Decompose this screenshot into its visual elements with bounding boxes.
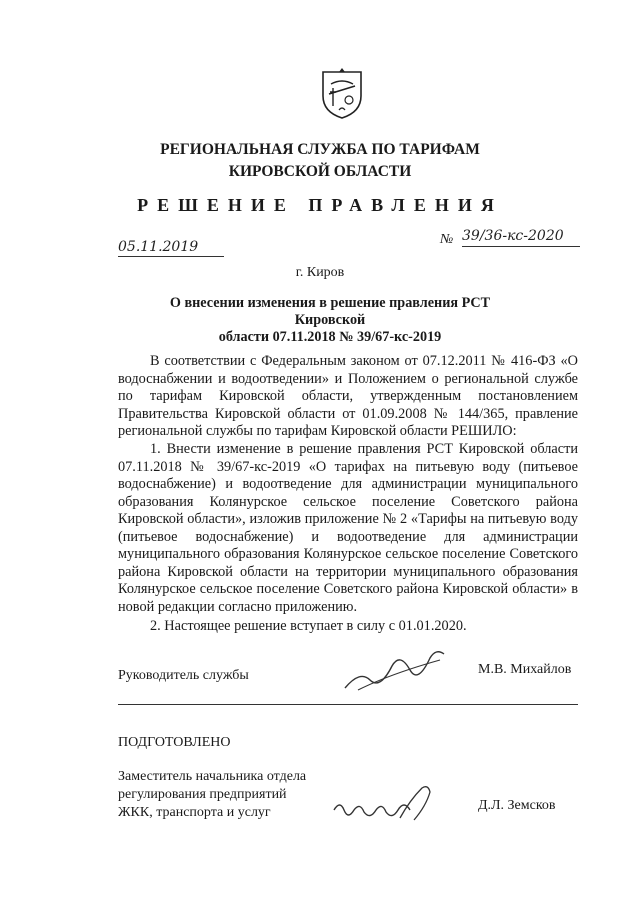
signature-preparer bbox=[330, 780, 440, 835]
head-role: Руководитель службы bbox=[118, 668, 249, 683]
subject-line1: О внесении изменения в решение правления РСТ Кировской bbox=[169, 295, 491, 328]
signature-head bbox=[340, 640, 450, 700]
number-label: № bbox=[440, 232, 454, 247]
prepared-label: ПОДГОТОВЛЕНО bbox=[118, 735, 231, 750]
preparer-role-line2: регулирования предприятий bbox=[118, 787, 287, 802]
city: г. Киров bbox=[295, 265, 345, 280]
preparer-role-line3: ЖКК, транспорта и услуг bbox=[118, 805, 271, 820]
subject-heading bbox=[140, 295, 520, 346]
preparer-role bbox=[118, 768, 338, 822]
org-name-line1: РЕГИОНАЛЬНАЯ СЛУЖБА ПО ТАРИФАМ bbox=[160, 141, 480, 158]
subject-line2: области 07.11.2018 № 39/67-кс-2019 bbox=[218, 329, 442, 345]
paragraph-item-1: 1. Внести изменение в решение правления РСТ Кировской области 07.11.2018 № 39/67-кс-2019 «О тарифах на питьевую воду (питьевое водоснабжение) и водоотведение для администрации муниципального образования Колянурское сельское поселение Советского района Кировской области», изложив приложение № 2 «Тарифы на питьевую воду (питьевое водоснабжение) и водоотведение для администрации муниципального образования Колянурское сельское поселение Советского района Кировской области на территории муниципального образования Колянурское сельское поселение Советского района Кировской области» в новой редакции согласно приложению. bbox=[118, 441, 578, 615]
decision-date: 05.11.2019 bbox=[118, 238, 224, 257]
head-name: М.В. Михайлов bbox=[478, 662, 572, 677]
paragraph-preamble: В соответствии с Федеральным законом от 07.12.2011 № 416-ФЗ «О водоснабжении и водоотведении» и Положением о региональной службе по тарифам Кировской области, утвержденным постановлением Правительства Кировской области от 01.09.2008 № 144/365, правление региональной службы по тарифам Кировской области РЕШИЛО: bbox=[118, 353, 578, 439]
org-name-line2: КИРОВСКОЙ ОБЛАСТИ bbox=[228, 163, 412, 180]
preparer-name: Д.Л. Земсков bbox=[478, 798, 556, 813]
coat-of-arms-icon bbox=[319, 66, 365, 120]
paragraph-item-2: 2. Настоящее решение вступает в силу с 01.01.2020. bbox=[150, 618, 467, 634]
decision-number: 39/36-кс-2020 bbox=[462, 226, 580, 247]
document-title: РЕШЕНИЕ ПРАВЛЕНИЯ bbox=[137, 195, 503, 215]
preparer-role-line1: Заместитель начальника отдела bbox=[118, 769, 307, 784]
divider bbox=[118, 704, 578, 705]
